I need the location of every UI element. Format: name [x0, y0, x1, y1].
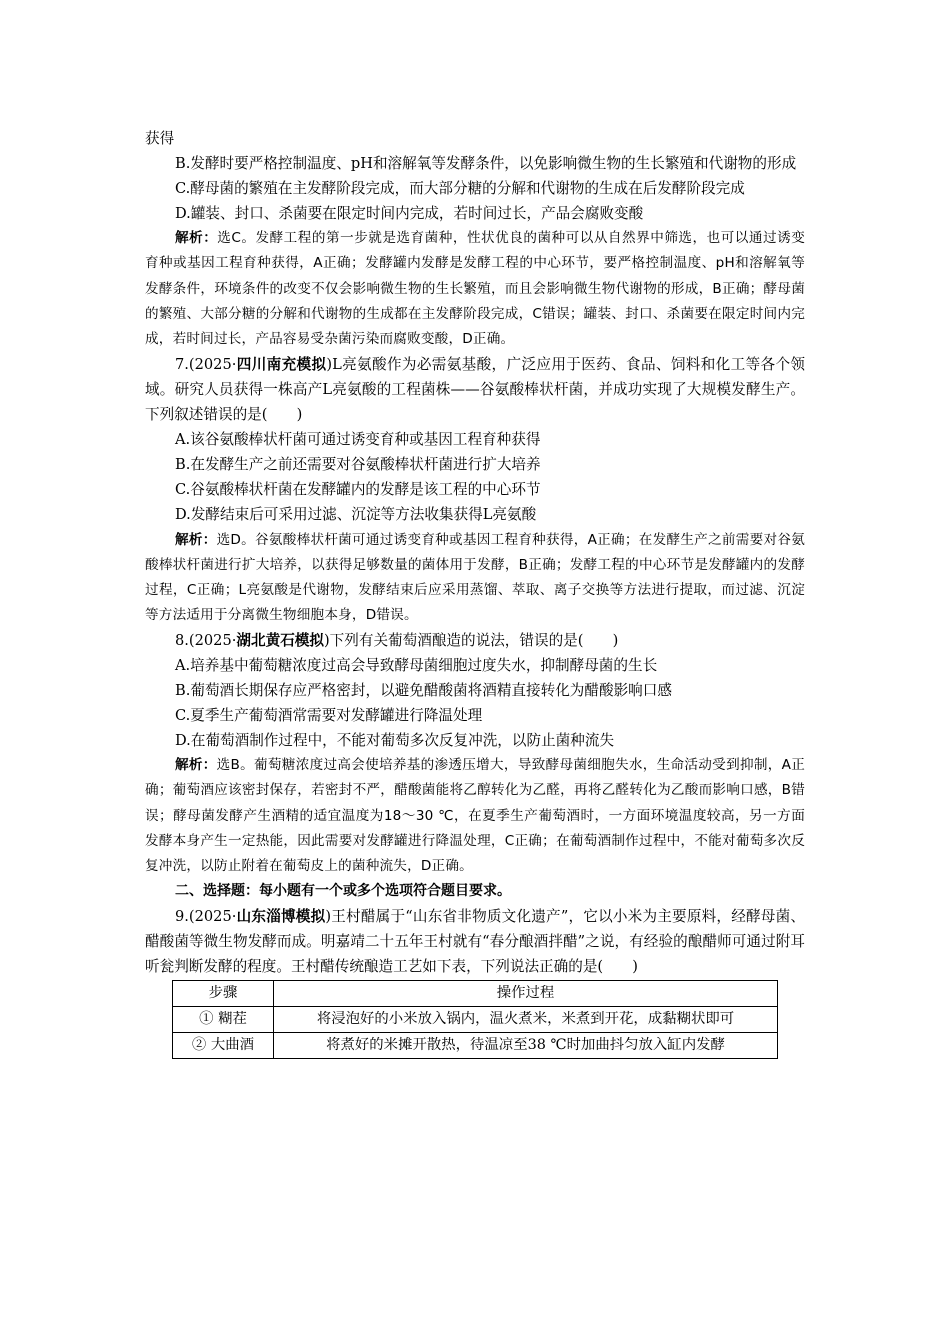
analysis-6	[145, 226, 805, 351]
question-text: )下列有关葡萄酒酿造的说法，错误的是( )	[323, 631, 619, 649]
question-number: 8.(2025·	[175, 631, 237, 649]
option-b: B.发酵时要严格控制温度、pH和溶解氧等发酵条件，以免影响微生物的生长繁殖和代谢物的形成	[175, 155, 797, 173]
question-source: 四川南充模拟	[236, 355, 327, 373]
table-header: 操作过程	[274, 981, 778, 1007]
analysis-label: 解析：	[175, 531, 217, 548]
analysis-text: 选B。葡萄糖浓度过高会使培养基的渗透压增大，导致酵母菌细胞失水，生命活动受到抑制，A正确；葡萄酒应该密封保存，若密封不严，醋酸菌能将乙醇转化为乙醛，再将乙醛转化为乙酸而影响口感，B错误；酵母菌发酵产生酒精的适宜温度为18～30 ℃，在夏季生产葡萄酒时，一方面环境温度较高，另一方面发酵本身产生一定热能，因此需要对发酵罐进行降温处理，C正确；在葡萄酒制作过程中，不能对葡萄多次反复冲洗，以防止附着在葡萄皮上的菌种流失，D正确。	[145, 757, 805, 874]
q8-option-a: A.培养基中葡萄糖浓度过高会导致酵母菌细胞过度失水，抑制酵母菌的生长	[175, 656, 658, 674]
q7-option-b: B.在发酵生产之前还需要对谷氨酸棒状杆菌进行扩大培养	[175, 456, 541, 474]
question-text: )L亮氨酸作为必需氨基酸，广泛应用于医药、食品、饲料和化工等各个领域。研究人员获得一株高产L亮氨酸的工程菌株——谷氨酸棒状杆菌，并成功实现了大规模发酵生产。下列叙述错误的是( )	[145, 355, 805, 424]
question-8	[145, 628, 805, 653]
option-c: C.酵母菌的繁殖在主发酵阶段完成，而大部分糖的分解和代谢物的生成在后发酵阶段完成	[175, 180, 745, 198]
paragraph-continuation: 获得	[145, 130, 175, 147]
table-row	[173, 1033, 778, 1059]
table-cell: ② 大曲酒	[173, 1033, 274, 1059]
q8-option-c: C.夏季生产葡萄酒常需要对发酵罐进行降温处理	[175, 707, 483, 725]
analysis-label: 解析：	[175, 230, 218, 247]
q7-option-d: D.发酵结束后可采用过滤、沉淀等方法收集获得L亮氨酸	[175, 506, 537, 524]
q8-option-d: D.在葡萄酒制作过程中，不能对葡萄多次反复冲洗，以防止菌种流失	[175, 732, 615, 750]
document-page	[145, 126, 805, 1059]
q7-option-a: A.该谷氨酸棒状杆菌可通过诱变育种或基因工程育种获得	[175, 431, 541, 449]
question-9	[145, 904, 805, 979]
analysis-label: 解析：	[175, 757, 217, 774]
table-row	[173, 1007, 778, 1033]
q7-option-c: C.谷氨酸棒状杆菌在发酵罐内的发酵是该工程的中心环节	[175, 481, 541, 499]
question-source: 山东淄博模拟	[236, 907, 326, 925]
table-header-row	[173, 981, 778, 1007]
question-number: 9.(2025·	[175, 907, 237, 925]
process-table	[172, 980, 778, 1059]
question-source: 湖北黄石模拟	[236, 631, 324, 649]
analysis-8	[145, 753, 805, 878]
table-cell: 将浸泡好的小米放入锅内，温火煮米，米煮到开花，成黏糊状即可	[274, 1007, 778, 1033]
section-heading: 二、选择题：每小题有一个或多个选项符合题目要求。	[175, 882, 511, 899]
question-7	[145, 352, 805, 427]
analysis-7	[145, 528, 805, 628]
option-d: D.罐装、封口、杀菌要在限定时间内完成，若时间过长，产品会腐败变酸	[175, 205, 644, 223]
question-text: )王村醋属于“山东省非物质文化遗产”，它以小米为主要原料，经酵母菌、醋酸菌等微生物发酵而成。明嘉靖二十五年王村就有“春分酿酒拌醋”之说，有经验的酿醋师可通过附耳听瓮判断发酵的程度。王村醋传统酿造工艺如下表，下列说法正确的是( )	[145, 907, 805, 976]
q8-option-b: B.葡萄酒长期保存应严格密封，以避免醋酸菌将酒精直接转化为醋酸影响口感	[175, 682, 672, 700]
analysis-text: 选C。发酵工程的第一步就是选育菌种，性状优良的菌种可以从自然界中筛选，也可以通过诱变育种或基因工程育种获得，A正确；发酵罐内发酵是发酵工程的中心环节，要严格控制温度、pH和溶解氧等发酵条件，环境条件的改变不仅会影响微生物的生长繁殖，而且会影响微生物代谢物的形成，B正确；酵母菌的繁殖、大部分糖的分解和代谢物的生成都在主发酵阶段完成，C错误；罐装、封口、杀菌要在限定时间内完成，若时间过长，产品容易受杂菌污染而腐败变酸，D正确。	[145, 230, 805, 347]
table-header: 步骤	[173, 981, 274, 1007]
question-number: 7.(2025·	[175, 355, 237, 373]
analysis-text: 选D。谷氨酸棒状杆菌可通过诱变育种或基因工程育种获得，A正确；在发酵生产之前需要对谷氨酸棒状杆菌进行扩大培养，以获得足够数量的菌体用于发酵，B正确；发酵工程的中心环节是发酵罐内的发酵过程，C正确；L亮氨酸是代谢物，发酵结束后应采用蒸馏、萃取、离子交换等方法进行提取，而过滤、沉淀等方法适用于分离微生物细胞本身，D错误。	[145, 531, 805, 623]
table-cell: 将煮好的米摊开散热，待温凉至38 ℃时加曲抖匀放入缸内发酵	[274, 1033, 778, 1059]
table-cell: ① 糊茬	[173, 1007, 274, 1033]
